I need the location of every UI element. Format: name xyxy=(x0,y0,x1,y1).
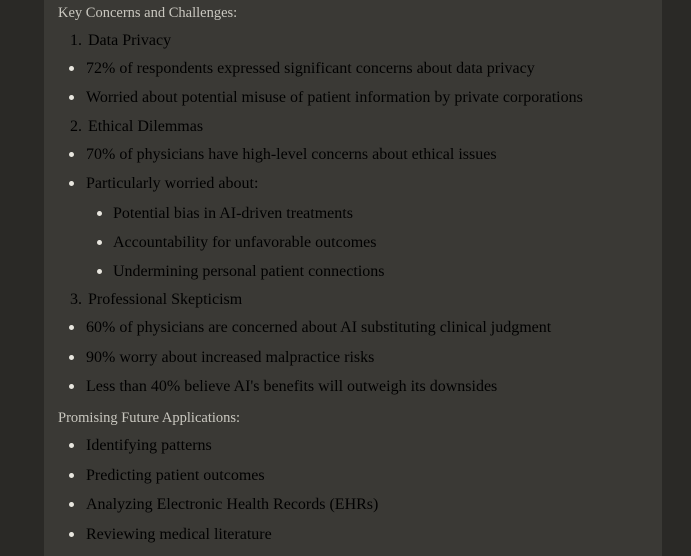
item-number: 3. xyxy=(70,291,82,308)
section-heading-future-applications: Promising Future Applications: xyxy=(58,410,241,426)
bullet-dot-icon xyxy=(69,502,74,507)
sub-list-item: Undermining personal patient connections xyxy=(113,263,385,280)
bullet-dot-icon xyxy=(69,384,74,389)
bullet-dot-icon xyxy=(69,95,74,100)
list-item: Reviewing medical literature xyxy=(86,526,272,543)
bullet-dot-icon xyxy=(69,473,74,478)
list-item: 90% worry about increased malpractice risks xyxy=(86,349,375,366)
item-number: 1. xyxy=(70,32,82,49)
numbered-item-data-privacy xyxy=(68,32,171,50)
list-item: 60% of physicians are concerned about AI substituting clinical judgment xyxy=(86,319,552,336)
bullet-dot-icon xyxy=(97,269,102,274)
section-heading-concerns: Key Concerns and Challenges: xyxy=(58,5,238,21)
list-item: Analyzing Electronic Health Records (EHRs) xyxy=(86,496,379,513)
sub-list-item: Potential bias in AI-driven treatments xyxy=(113,205,353,222)
list-item: Less than 40% believe AI's benefits will outweigh its downsides xyxy=(86,378,498,395)
bullet-dot-icon xyxy=(97,240,102,245)
bullet-dot-icon xyxy=(69,181,74,186)
list-item: Identifying patterns xyxy=(86,437,212,454)
list-item: Worried about potential misuse of patient information by private corporations xyxy=(86,89,583,106)
bullet-dot-icon xyxy=(69,355,74,360)
item-number: 2. xyxy=(70,118,82,135)
list-item: Predicting patient outcomes xyxy=(86,467,265,484)
bullet-dot-icon xyxy=(97,211,102,216)
numbered-item-ethical-dilemmas xyxy=(68,118,203,136)
bullet-dot-icon xyxy=(69,532,74,537)
sub-list-item: Accountability for unfavorable outcomes xyxy=(113,234,377,251)
item-title: Data Privacy xyxy=(88,32,172,49)
bullet-dot-icon xyxy=(69,152,74,157)
numbered-item-professional-skepticism xyxy=(68,291,242,309)
list-item: 70% of physicians have high-level concerns about ethical issues xyxy=(86,146,497,163)
item-title: Professional Skepticism xyxy=(88,291,243,308)
list-item: Particularly worried about: xyxy=(86,175,259,192)
bullet-dot-icon xyxy=(69,66,74,71)
item-title: Ethical Dilemmas xyxy=(88,118,204,135)
bullet-dot-icon xyxy=(69,443,74,448)
list-item: 72% of respondents expressed significant concerns about data privacy xyxy=(86,60,535,77)
bullet-dot-icon xyxy=(69,325,74,330)
